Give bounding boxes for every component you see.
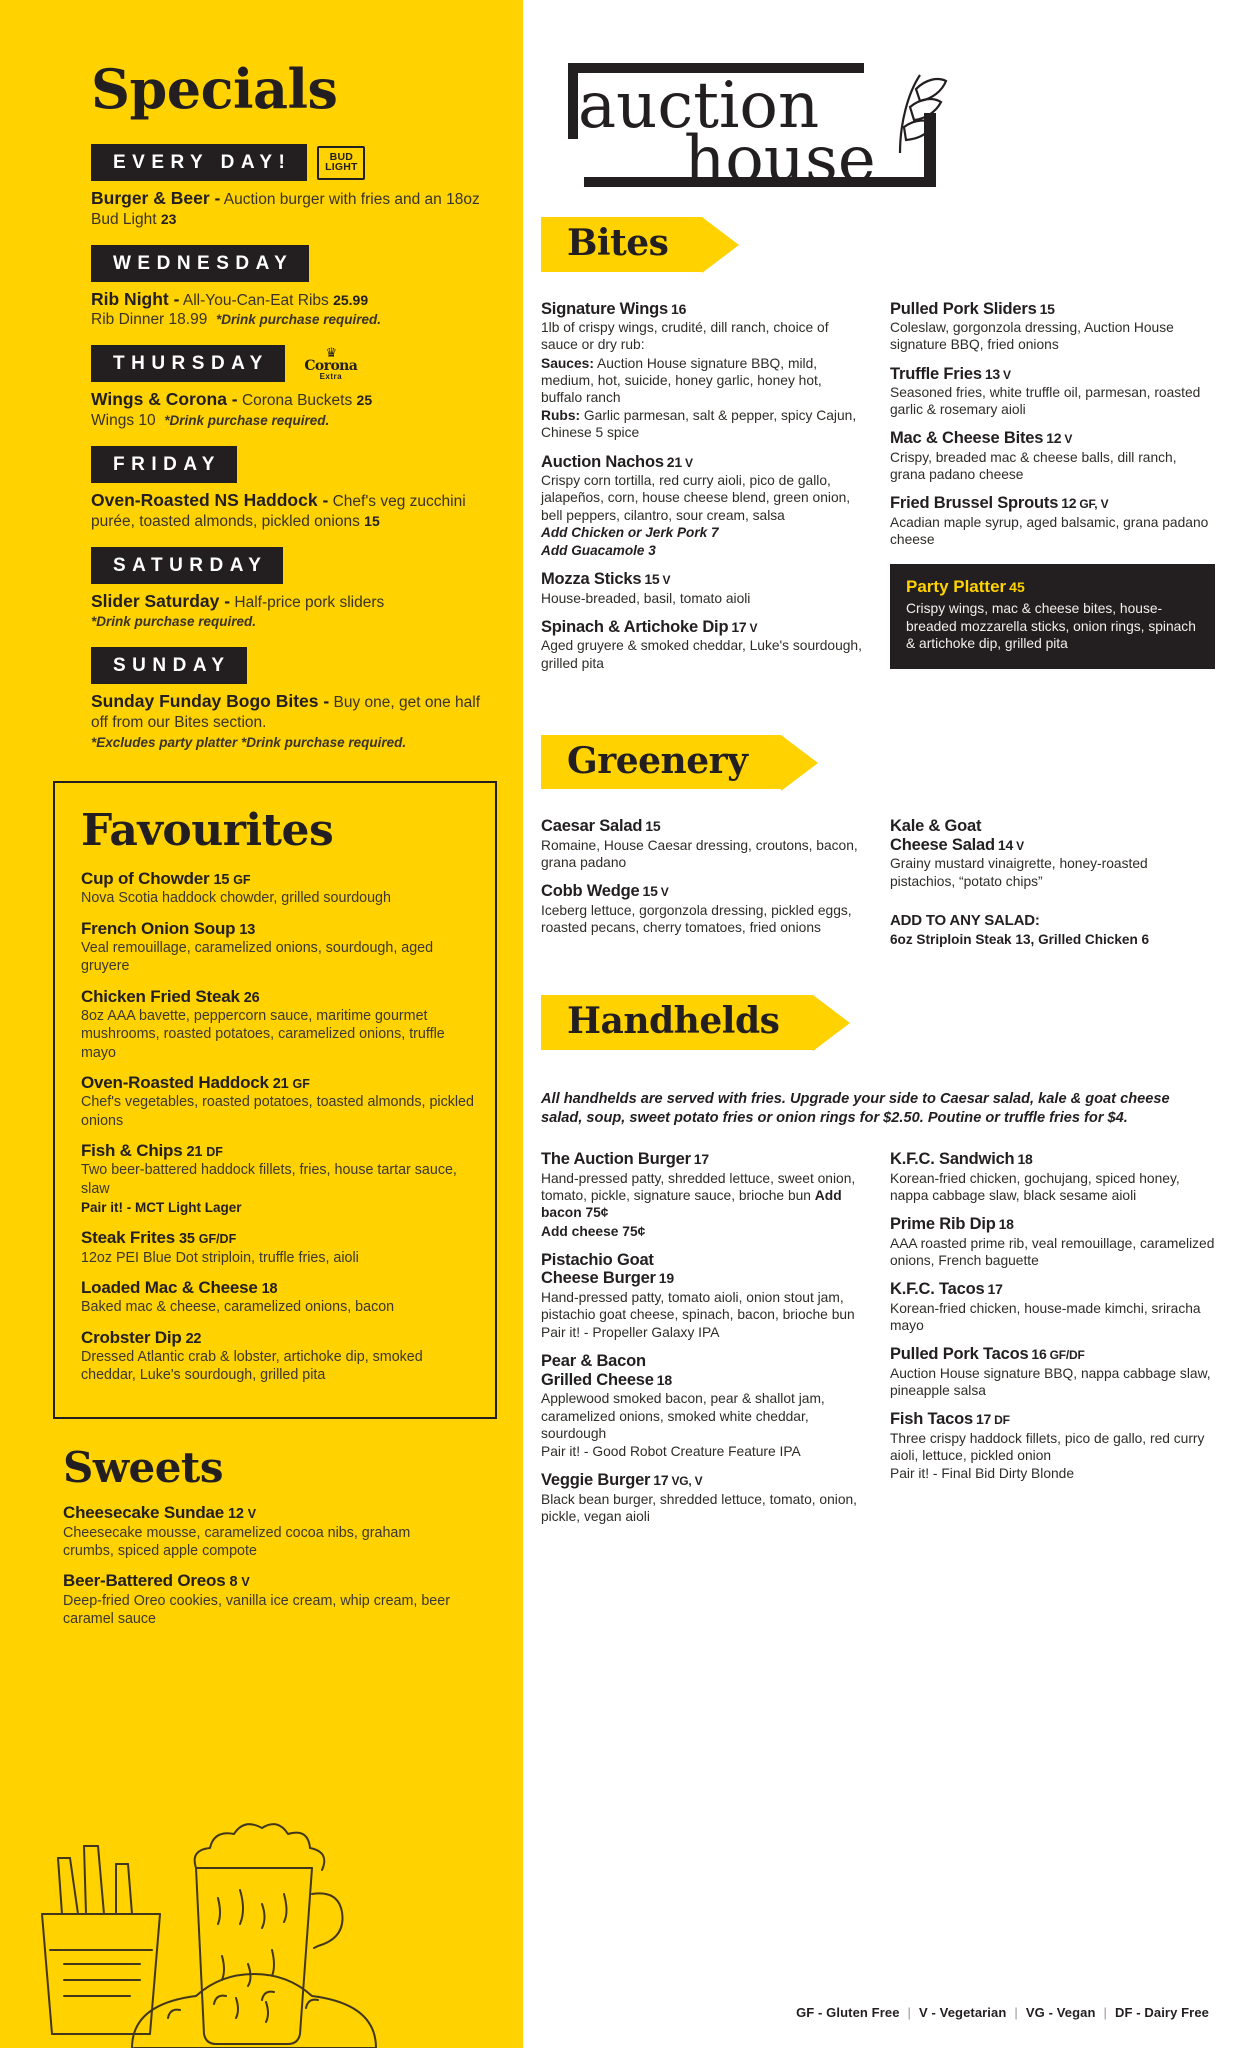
- menu-item-addon: Add cheese 75¢: [541, 1223, 646, 1239]
- menu-item-header: [81, 1073, 477, 1093]
- special-day-row: [91, 647, 499, 684]
- menu-item: [81, 919, 477, 976]
- menu-item-tags: V: [749, 620, 758, 635]
- menu-item-header: [63, 1503, 459, 1523]
- menu-item: [81, 1328, 477, 1385]
- menu-item-header: [81, 869, 477, 889]
- menu-item-price: 35: [178, 1230, 195, 1247]
- menu-item-desc: Deep-fried Oreo cookies, vanilla ice cream, whip cream, beer caramel sauce: [63, 1593, 450, 1628]
- menu-item-price: 16: [671, 300, 687, 317]
- menu-item-desc: Nova Scotia haddock chowder, grilled sourdough: [81, 890, 391, 907]
- bud-light-logo: BUD LIGHT: [317, 146, 365, 180]
- menu-item-price: 12: [228, 1506, 244, 1523]
- legend-gf: GF - Gluten Free: [796, 2005, 900, 2020]
- menu-item-extra: Rubs: Garlic parmesan, salt & pepper, spicy Cajun, Chinese 5 spice: [541, 408, 857, 441]
- menu-item-price: 22: [185, 1330, 202, 1347]
- bites-right-column: [890, 300, 1215, 683]
- greenery-section: [523, 735, 1243, 810]
- menu-item: [541, 1352, 866, 1460]
- menu-item-header: [81, 1278, 477, 1298]
- menu-item-price: 17: [987, 1281, 1003, 1298]
- menu-item-price: 21: [666, 453, 682, 470]
- special-day-label: FRIDAY: [91, 446, 237, 483]
- menu-item-desc: Chef's vegetables, roasted potatoes, toasted almonds, pickled onions: [81, 1094, 474, 1129]
- menu-item-addon: Add Chicken or Jerk Pork 7: [541, 524, 719, 540]
- menu-item-header: [541, 618, 866, 636]
- menu-item-price: 13: [239, 921, 256, 938]
- special-name: Rib Night -: [91, 288, 180, 309]
- special-note: *Drink purchase required.: [164, 413, 330, 429]
- menu-item-name: Prime Rib Dip: [890, 1215, 996, 1234]
- special-detail-2: Rib Dinner 18.99: [91, 311, 208, 329]
- menu-item-header: [890, 494, 1215, 512]
- menu-item-name: Fish & Chips: [81, 1140, 183, 1160]
- menu-item-name: Kale & Goat Cheese Salad: [890, 817, 995, 854]
- menu-item-tags: V: [660, 885, 669, 900]
- menu-item-tags: GF/DF: [1049, 1348, 1085, 1363]
- menu-item-tags: DF: [206, 1144, 223, 1159]
- menu-item-name: Fish Tacos: [890, 1410, 973, 1429]
- menu-item-tags: V: [1003, 367, 1011, 382]
- sweets-list: [0, 1503, 499, 1628]
- menu-item-name: French Onion Soup: [81, 918, 236, 938]
- greenery-columns: [523, 817, 1243, 947]
- menu-item-desc: Korean-fried chicken, gochujang, spiced honey, nappa cabbage slaw, black sesame aioli: [890, 1170, 1180, 1204]
- menu-item-header: [81, 987, 477, 1007]
- menu-item-price: 19: [658, 1270, 674, 1287]
- menu-item-name: Cup of Chowder: [81, 868, 210, 888]
- special-name: Burger & Beer -: [91, 188, 221, 208]
- special-day-label: EVERY DAY!: [91, 144, 307, 181]
- special-price: 25.99: [333, 291, 369, 308]
- menu-item-desc: Aged gruyere & smoked cheddar, Luke's sourdough, grilled pita: [541, 638, 862, 671]
- menu-item-desc: Seasoned fries, white truffle oil, parmesan, roasted garlic & rosemary aioli: [890, 385, 1201, 418]
- menu-item-name: Truffle Fries: [890, 364, 982, 383]
- menu-item-desc: Crispy corn tortilla, red curry aioli, pico de gallo, jalapeños, corn, house cheese blend, green onion, bell peppers, cilantro, sour cream, salsa: [541, 473, 851, 523]
- special-day-label: SUNDAY: [91, 647, 247, 684]
- menu-item-tags: V: [1016, 838, 1024, 853]
- special-detail-2: Wings 10: [91, 412, 156, 430]
- menu-item: [81, 1278, 477, 1317]
- menu-item-header: [890, 365, 1215, 383]
- greenery-header: [541, 735, 781, 790]
- menu-item-tags: V: [241, 1575, 250, 1590]
- special-detail: Wings & Corona - Corona Buckets 25 Wings 10 *Drink purchase required.: [91, 389, 373, 430]
- menu-item-desc: Korean-fried chicken, house-made kimchi, sriracha mayo: [890, 1300, 1201, 1333]
- menu-item-name: Chicken Fried Steak: [81, 986, 240, 1006]
- menu-item-price: 17: [693, 1151, 709, 1168]
- greenery-right-column: [890, 817, 1215, 947]
- menu-item-header: [81, 1141, 477, 1161]
- menu-item-name: Mozza Sticks: [541, 570, 642, 589]
- menu-item-name: Pulled Pork Tacos: [890, 1345, 1029, 1364]
- menu-item-name: Caesar Salad: [541, 817, 643, 836]
- menu-item-desc: Iceberg lettuce, gorgonzola dressing, pickled eggs, roasted pecans, cherry tomatoes, fried onions: [541, 902, 852, 936]
- menu-item-desc: Dressed Atlantic crab & lobster, artichoke dip, smoked cheddar, Luke's sourdough, grilled pita: [81, 1349, 423, 1384]
- special-detail: Rib Night - All-You-Can-Eat Ribs 25.99 Rib Dinner 18.99 *Drink purchase required.: [91, 288, 382, 329]
- menu-item-name: Pulled Pork Sliders: [890, 299, 1037, 318]
- special-day-row: [91, 345, 499, 382]
- menu-item-name: Pear & Bacon Grilled Cheese: [541, 1352, 654, 1389]
- special-day-block: [91, 647, 499, 752]
- party-platter-header: [906, 577, 1199, 597]
- menu-item-extra-label: Sauces:: [541, 355, 594, 371]
- menu-item-header: [890, 1345, 1215, 1363]
- menu-item: [63, 1503, 459, 1560]
- menu-item-tags: V: [662, 573, 671, 588]
- menu-item-header: [63, 1571, 459, 1591]
- menu-item-header: [890, 300, 1215, 318]
- menu-item: [890, 429, 1215, 483]
- menu-item-header: [890, 1215, 1215, 1233]
- svg-text:house: house: [684, 123, 876, 195]
- menu-item-price: 21: [272, 1075, 289, 1092]
- menu-item: [541, 453, 866, 560]
- menu-item-price: 15: [645, 818, 661, 835]
- menu-item-header: [541, 1352, 866, 1389]
- menu-item-desc: Coleslaw, gorgonzola dressing, Auction House signature BBQ, fried onions: [890, 320, 1174, 353]
- handhelds-title: Handhelds: [567, 1000, 780, 1043]
- menu-main-panel: [523, 0, 1243, 2048]
- menu-item-tags: GF, V: [1079, 497, 1109, 512]
- menu-item-desc: Baked mac & cheese, caramelized onions, bacon: [81, 1299, 395, 1316]
- special-day-label: WEDNESDAY: [91, 245, 309, 282]
- special-price: 15: [364, 512, 380, 529]
- special-note: *Drink purchase required.: [215, 312, 382, 328]
- corona-extra-logo: ♛ Corona Extra: [304, 345, 358, 382]
- special-price: 23: [160, 210, 177, 227]
- menu-item-header: [541, 817, 866, 835]
- special-name: Slider Saturday -: [91, 590, 231, 611]
- menu-item-desc: Auction House signature BBQ, nappa cabbage slaw, pineapple salsa: [890, 1365, 1211, 1398]
- menu-item-header: [541, 1251, 866, 1288]
- menu-item-desc: Acadian maple syrup, aged balsamic, grana padano cheese: [890, 514, 1209, 548]
- legend-v: V - Vegetarian: [919, 2005, 1007, 2020]
- menu-item-name: Beer-Battered Oreos: [63, 1571, 226, 1591]
- menu-item-price: 15: [1039, 300, 1055, 317]
- menu-item-name: K.F.C. Tacos: [890, 1280, 985, 1299]
- special-day-block: [91, 547, 499, 633]
- menu-item-price: 18: [998, 1216, 1014, 1233]
- menu-item-desc: Applewood smoked bacon, pear & shallot jam, caramelized onions, smoked white cheddar, sourdough: [541, 1391, 825, 1441]
- special-day-row: [91, 446, 499, 483]
- food-illustration: [0, 1718, 523, 2048]
- menu-item-price: 12: [1061, 495, 1077, 512]
- menu-item-header: [890, 817, 1215, 854]
- menu-item-tags: DF: [994, 1413, 1010, 1428]
- menu-item-name: Mac & Cheese Bites: [890, 429, 1044, 448]
- sweets-title: Sweets: [63, 1443, 223, 1493]
- menu-item-header: [541, 453, 866, 471]
- menu-item-header: [541, 1150, 866, 1168]
- menu-item-extra-label: Rubs:: [541, 408, 581, 424]
- special-detail: Oven-Roasted NS Haddock - Chef's veg zucchini purée, toasted almonds, pickled onions 15: [91, 489, 466, 530]
- add-to-salad-title: ADD TO ANY SALAD:: [890, 911, 1040, 929]
- menu-item: [541, 300, 866, 442]
- menu-item: [890, 494, 1215, 548]
- special-day-row: [91, 547, 499, 584]
- menu-item-desc: Romaine, House Caesar dressing, croutons, bacon, grana padano: [541, 837, 858, 871]
- menu-item: [81, 869, 477, 908]
- menu-item-header: [541, 882, 866, 900]
- menu-item-header: [890, 1150, 1215, 1168]
- menu-item-price: 21: [186, 1143, 203, 1160]
- menu-item: [81, 1073, 477, 1130]
- specials-panel: [0, 0, 523, 2048]
- menu-item-desc: 1lb of crispy wings, crudité, dill ranch, choice of sauce or dry rub:: [541, 320, 829, 353]
- menu-item-tags: GF: [292, 1076, 310, 1091]
- special-day-label: SATURDAY: [91, 547, 283, 584]
- legend-footer: [792, 2005, 1213, 2020]
- menu-item-name: Pistachio Goat Cheese Burger: [541, 1250, 656, 1288]
- legend-sep-3: |: [1103, 2005, 1108, 2020]
- menu-item: [81, 987, 477, 1062]
- menu-item-desc: Black bean burger, shredded lettuce, tomato, onion, pickle, vegan aioli: [541, 1491, 858, 1525]
- menu-item: [890, 817, 1215, 889]
- party-platter-price: 45: [1009, 579, 1025, 596]
- menu-item-desc: Three crispy haddock fillets, pico de gallo, red curry aioli, lettuce, pickled onion: [890, 1430, 1205, 1463]
- menu-item: [541, 1471, 866, 1525]
- menu-item-price: 8: [229, 1574, 238, 1591]
- special-day-block: [91, 446, 499, 532]
- menu-item-pairing: Pair it! - Final Bid Dirty Blonde: [890, 1466, 1075, 1482]
- menu-item-header: [890, 429, 1215, 447]
- menu-item-price: 15: [213, 871, 230, 888]
- menu-item: [541, 882, 866, 936]
- greenery-title: Greenery: [567, 739, 748, 782]
- menu-item-price: 14: [997, 836, 1014, 853]
- bites-title: Bites: [567, 222, 669, 264]
- menu-item-header: [541, 570, 866, 588]
- menu-item-desc: Crispy, breaded mac & cheese balls, dill ranch, grana padano cheese: [890, 449, 1177, 483]
- menu-item-desc: House-breaded, basil, tomato aioli: [541, 590, 751, 606]
- menu-item: [63, 1571, 459, 1628]
- menu-item-header: [890, 1410, 1215, 1428]
- menu-item-extra: Sauces: Auction House signature BBQ, mild, medium, hot, suicide, honey garlic, honey hot, buffalo ranch: [541, 355, 822, 405]
- menu-item-price: 15: [642, 883, 658, 900]
- menu-item-name: Cobb Wedge: [541, 882, 640, 901]
- menu-item: [541, 1150, 866, 1239]
- menu-item-price: 18: [261, 1280, 278, 1297]
- menu-item-name: The Auction Burger: [541, 1150, 691, 1169]
- menu-item-header: [81, 1228, 477, 1248]
- menu-item-tags: GF/DF: [198, 1231, 237, 1246]
- special-note: *Excludes party platter *Drink purchase required.: [91, 734, 407, 750]
- menu-item-name: K.F.C. Sandwich: [890, 1150, 1015, 1169]
- menu-item: [890, 1345, 1215, 1399]
- auction-house-logo: [564, 55, 994, 195]
- wheat-leaf-icon: [900, 75, 946, 153]
- special-detail: Slider Saturday - Half-price pork sliders *Drink purchase required.: [91, 590, 385, 630]
- menu-item-header: [81, 1328, 477, 1348]
- menu-item-tags: V: [684, 455, 693, 470]
- menu-item-name: Spinach & Artichoke Dip: [541, 617, 729, 636]
- menu-item: [890, 1150, 1215, 1204]
- menu-item-name: Signature Wings: [541, 299, 669, 318]
- menu-item-price: 13: [984, 365, 1001, 382]
- legend-sep-1: |: [907, 2005, 912, 2020]
- menu-item-name: Cheesecake Sundae: [63, 1503, 225, 1523]
- menu-item: [541, 1251, 866, 1342]
- bites-left-column: [541, 300, 866, 683]
- favourites-title: Favourites: [81, 804, 334, 856]
- menu-item-pairing: Pair it! - Propeller Galaxy IPA: [541, 1325, 720, 1341]
- menu-item-desc: Two beer-battered haddock fillets, fries, house tartar sauce, slaw: [81, 1162, 457, 1197]
- menu-item-desc: 12oz PEI Blue Dot striploin, truffle fries, aioli: [81, 1249, 359, 1266]
- party-platter-name: Party Platter: [906, 577, 1007, 597]
- legend-sep-2: |: [1014, 2005, 1018, 2020]
- menu-item-desc: Cheesecake mousse, caramelized cocoa nibs, graham crumbs, spiced apple compote: [63, 1525, 411, 1560]
- sweets-section: [0, 1419, 523, 1628]
- menu-item-name: Steak Frites: [81, 1227, 175, 1247]
- menu-item-price: 15: [644, 571, 660, 588]
- menu-item-addon: Add Guacamole 3: [541, 542, 656, 558]
- add-to-salad: [890, 912, 1215, 947]
- menu-item-price: 17: [975, 1411, 992, 1428]
- handhelds-right-column: [890, 1150, 1215, 1536]
- greenery-left-column: [541, 817, 866, 947]
- menu-item: [890, 1280, 1215, 1334]
- menu-item-name: Oven-Roasted Haddock: [81, 1072, 269, 1092]
- party-platter-desc: Crispy wings, mac & cheese bites, house-breaded mozzarella sticks, onion rings, spinach & artichoke dip, grilled pita: [906, 601, 1196, 652]
- special-name: Oven-Roasted NS Haddock -: [91, 489, 329, 510]
- svg-text:auction: auction: [578, 69, 820, 143]
- menu-item-tags: V: [247, 1507, 257, 1522]
- bites-columns: [523, 300, 1243, 683]
- menu-item: [81, 1141, 477, 1217]
- special-day-block: [91, 245, 499, 331]
- special-day-row: [91, 245, 499, 282]
- menu-item-tags: GF: [233, 872, 251, 887]
- bites-header: [541, 217, 702, 272]
- favourites-list: [55, 869, 495, 1385]
- menu-item: [541, 618, 866, 672]
- menu-item-desc: Hand-pressed patty, shredded lettuce, sweet onion, tomato, pickle, signature sauce, brioche bun Add bacon 75¢: [541, 1170, 856, 1221]
- menu-item-tags: VG, V: [671, 1474, 703, 1489]
- special-name: Sunday Funday Bogo Bites -: [91, 691, 330, 712]
- menu-item-price: 12: [1046, 430, 1062, 447]
- menu-item-name: Crobster Dip: [81, 1327, 182, 1347]
- handhelds-left-column: [541, 1150, 866, 1536]
- menu-item-price: 17: [653, 1472, 669, 1489]
- handhelds-intro: All handhelds are served with fries. Upgrade your side to Caesar salad, kale & goat cheese salad, soup, sweet potato fries or onion rings for $2.50. Poutine or truffle fries for $4.: [541, 1090, 1170, 1127]
- menu-item-pairing: Pair it! - MCT Light Lager: [81, 1199, 242, 1215]
- menu-item-desc: Veal remouillage, caramelized onions, sourdough, aged gruyere: [81, 940, 434, 975]
- special-detail: Burger & Beer - Auction burger with fries and an 18oz Bud Light 23: [91, 188, 480, 228]
- party-platter-card: [890, 564, 1215, 669]
- menu-item-pairing: Pair it! - Good Robot Creature Feature IPA: [541, 1444, 801, 1460]
- menu-item-header: [541, 1471, 866, 1489]
- page-title: Specials: [91, 57, 338, 121]
- legend-df: DF - Dairy Free: [1115, 2005, 1209, 2020]
- menu-item-price: 18: [1017, 1151, 1033, 1168]
- specials-list: [0, 144, 523, 753]
- logo-mark: [564, 55, 994, 195]
- menu-item-price: 18: [656, 1371, 672, 1388]
- special-price: 25: [356, 392, 373, 409]
- menu-item-desc: 8oz AAA bavette, peppercorn sauce, maritime gourmet mushrooms, roasted potatoes, caramelized onions, truffle mayo: [81, 1008, 445, 1061]
- menu-item-name: Auction Nachos: [541, 452, 664, 471]
- menu-item: [890, 300, 1215, 354]
- menu-item-name: Fried Brussel Sprouts: [890, 494, 1059, 513]
- menu-item: [890, 1410, 1215, 1482]
- handhelds-header: [541, 995, 813, 1050]
- menu-item-header: [81, 919, 477, 939]
- menu-item-tags: V: [1064, 432, 1073, 447]
- handhelds-section: [523, 995, 1243, 1070]
- special-day-block: [91, 144, 499, 230]
- menu-item-desc: Grainy mustard vinaigrette, honey-roasted pistachios, “potato chips”: [890, 856, 1148, 889]
- special-name: Wings & Corona -: [91, 389, 238, 410]
- menu-item: [81, 1228, 477, 1267]
- special-day-block: [91, 345, 499, 431]
- legend-vg: VG - Vegan: [1025, 2005, 1096, 2020]
- bites-section: [523, 217, 1243, 292]
- menu-item: [890, 365, 1215, 419]
- special-note: *Drink purchase required.: [91, 614, 257, 630]
- menu-item-desc: Hand-pressed patty, tomato aioli, onion stout jam, pistachio goat cheese, spinach, bacon, brioche bun: [541, 1289, 855, 1322]
- menu-item: [541, 817, 866, 871]
- handhelds-columns: [523, 1150, 1243, 1536]
- special-day-row: [91, 144, 499, 181]
- special-detail: Sunday Funday Bogo Bites - Buy one, get one half off from our Bites section. *Excludes party platter *Drink purchase required.: [91, 691, 481, 750]
- menu-item-price: 17: [731, 618, 747, 635]
- menu-item: [890, 1215, 1215, 1269]
- menu-item-name: Loaded Mac & Cheese: [81, 1277, 258, 1297]
- menu-item-price: 26: [243, 989, 260, 1006]
- add-to-salad-items: 6oz Striploin Steak 13, Grilled Chicken 6: [890, 931, 1150, 947]
- favourites-box: [53, 781, 497, 1420]
- menu-item-price: 16: [1031, 1346, 1047, 1363]
- menu-item-header: [541, 300, 866, 318]
- menu-item: [541, 570, 866, 607]
- menu-item-header: [890, 1280, 1215, 1298]
- menu-item-name: Veggie Burger: [541, 1471, 651, 1490]
- special-day-label: THURSDAY: [91, 345, 285, 382]
- menu-item-desc: AAA roasted prime rib, veal remouillage, caramelized onions, French baguette: [890, 1235, 1215, 1269]
- menu-item-addon: Add bacon 75¢: [541, 1188, 842, 1221]
